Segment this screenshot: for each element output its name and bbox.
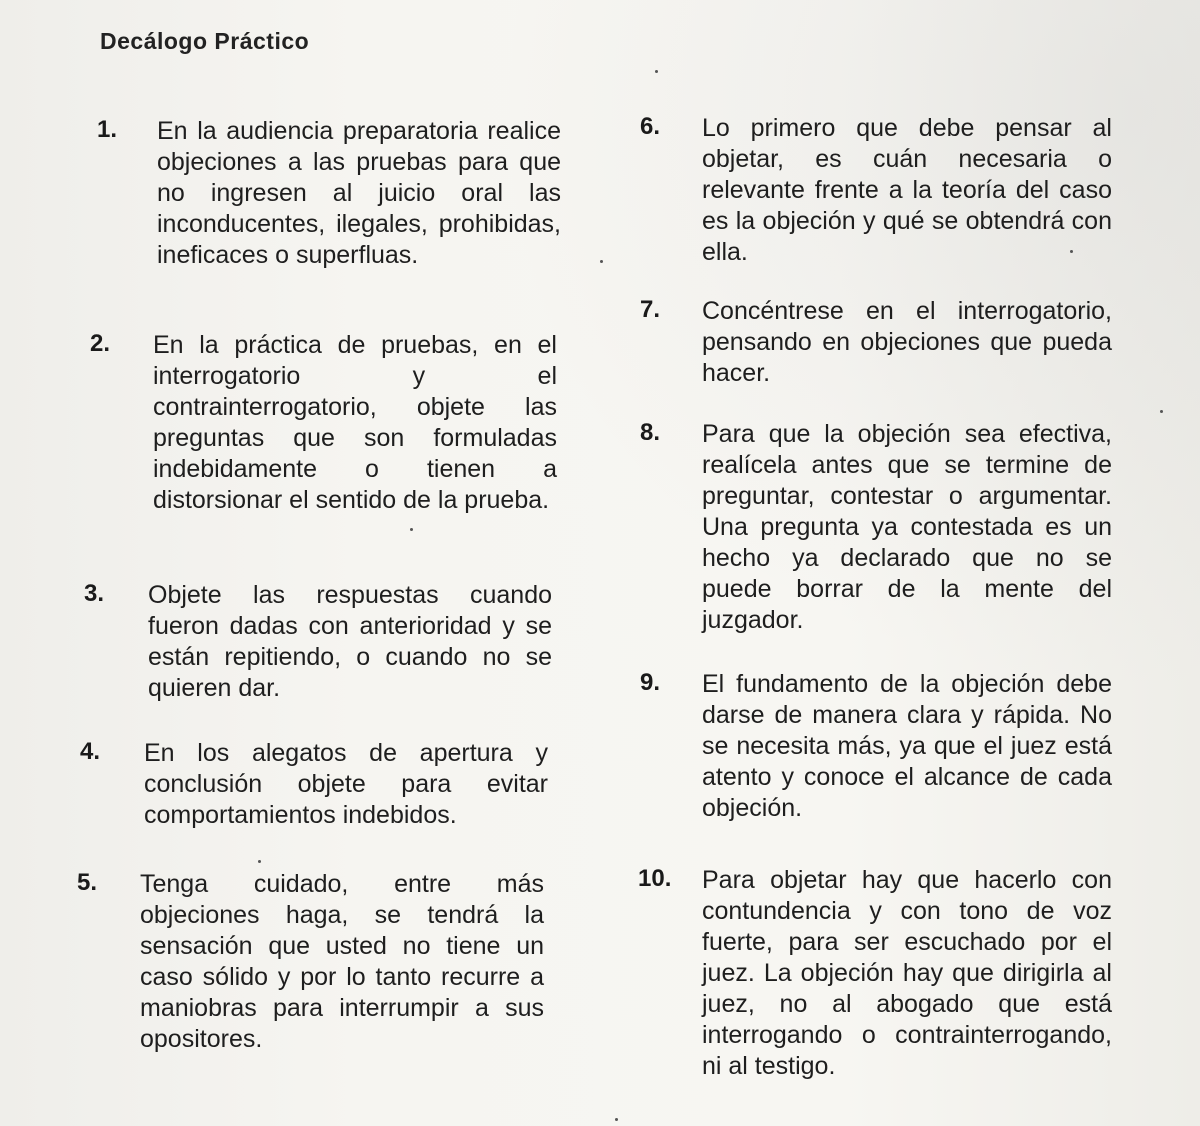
- item-text: Lo primero que debe pensar al objetar, es cuán necesaria o relevante frente a la teoría del caso es la objeción y qué se obtendrá con ella.: [702, 114, 1112, 266]
- scan-speck: [615, 1118, 618, 1121]
- item-text: En la audiencia preparatoria realice objeciones a las pruebas para que no ingresen al juicio oral las inconducentes, ilegales, prohibidas, ineficaces o superfluas.: [157, 117, 561, 269]
- item-text: En la práctica de pruebas, en el interrogatorio y el contrainterrogatorio, objete las preguntas que son formuladas indebidamente o tienen a distorsionar el sentido de la prueba.: [153, 331, 557, 514]
- scan-speck: [600, 260, 603, 263]
- item-text: El fundamento de la objeción debe darse de manera clara y rápida. No se necesita más, ya que el juez está atento y conoce el alcance de cada objeción.: [702, 670, 1112, 822]
- item-text: Tenga cuidado, entre más objeciones haga, se tendrá la sensación que usted no tiene un caso sólido y por lo tanto recurre a maniobras para interrumpir a sus opositores.: [140, 870, 544, 1053]
- item-number: 10.: [638, 865, 672, 892]
- item-number: 5.: [77, 869, 98, 896]
- item-text: Para que la objeción sea efectiva, realícela antes que se termine de preguntar, contestar o argumentar. Una pregunta ya contestada es un hecho ya declarado que no se puede borrar de la mente del juzgador.: [702, 420, 1112, 634]
- item-text: Objete las respuestas cuando fueron dadas con anterioridad y se están repitiendo, o cuando no se quieren dar.: [148, 581, 552, 702]
- item-number: 1.: [97, 116, 118, 143]
- item-text: Para objetar hay que hacerlo con contundencia y con tono de voz fuerte, para ser escuchado por el juez. La objeción hay que dirigirla al juez, no al abogado que está interrogando o contrainterrogando, ni al testigo.: [702, 866, 1112, 1080]
- page-title: Decálogo Práctico: [100, 28, 310, 54]
- scan-speck: [258, 860, 261, 863]
- item-number: 6.: [640, 113, 661, 140]
- item-number: 3.: [84, 580, 105, 607]
- item-number: 7.: [640, 296, 661, 323]
- scan-speck: [410, 528, 413, 531]
- item-number: 8.: [640, 419, 661, 446]
- item-text: En los alegatos de apertura y conclusión objete para evitar comportamientos indebidos.: [144, 739, 548, 829]
- item-text: Concéntrese en el interrogatorio, pensando en objeciones que pueda hacer.: [702, 297, 1112, 387]
- item-number: 2.: [90, 330, 111, 357]
- item-number: 4.: [80, 738, 101, 765]
- scan-speck: [1070, 250, 1073, 253]
- scan-speck: [655, 70, 658, 73]
- item-number: 9.: [640, 669, 661, 696]
- scan-speck: [1160, 410, 1163, 413]
